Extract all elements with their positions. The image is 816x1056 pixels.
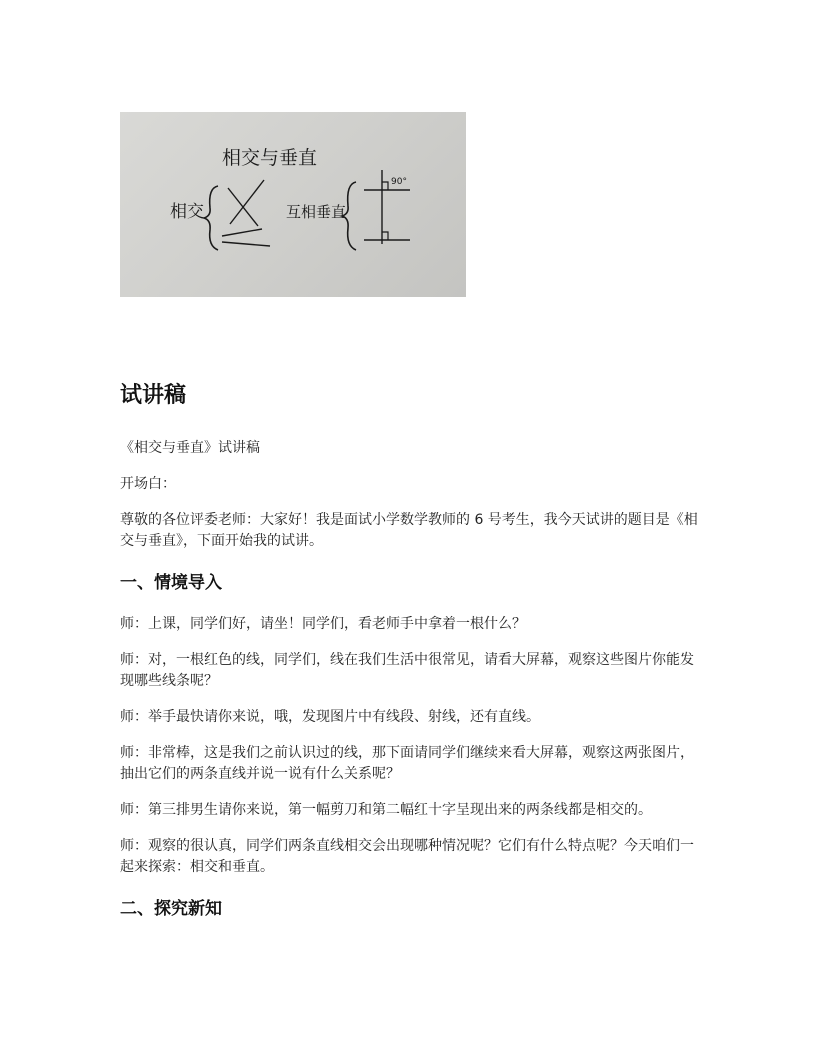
opening-paragraph: 尊敬的各位评委老师：大家好！我是面试小学数学教师的 6 号考生，我今天试讲的题目是《相交与垂直》，下面开始我的试讲。: [120, 512, 698, 549]
photo-left-label: 相交: [170, 202, 204, 222]
photo-right-label: 互相垂直: [286, 203, 347, 221]
whiteboard-photo: [120, 112, 466, 297]
paragraph: 师：第三排男生请你来说，第一幅剪刀和第二幅红十字呈现出来的两条线都是相交的。: [120, 802, 652, 818]
handwritten-diagram: [120, 112, 466, 297]
opening-label: 开场白：: [120, 476, 176, 492]
intersect-line-c: [222, 242, 270, 246]
intersect-line-b: [230, 180, 264, 224]
right-angle-mark-bottom: [382, 232, 388, 240]
document-body: [120, 378, 700, 940]
page-title: 试讲稿: [120, 383, 187, 408]
paragraph: 师：对，一根红色的线，同学们，线在我们生活中很常见，请看大屏幕，观察这些图片你能发现哪些线条呢？: [120, 652, 694, 689]
right-angle-mark-top: [382, 182, 388, 190]
section-title-intro: 一、情境导入: [120, 573, 222, 593]
right-brace: [342, 182, 356, 250]
paragraph: 师：观察的很认真，同学们两条直线相交会出现哪种情况呢？它们有什么特点呢？今天咱们一起来探索：相交和垂直。: [120, 838, 694, 875]
paragraph: 师：上课，同学们好，请坐！同学们，看老师手中拿着一根什么？: [120, 616, 526, 632]
photo-angle-mark: 90°: [391, 177, 407, 187]
paragraph: 师：非常棒，这是我们之前认识过的线，那下面请同学们继续来看大屏幕，观察这两张图片，抽出它们的两条直线并说一说有什么关系呢？: [120, 745, 694, 782]
left-brace: [204, 186, 218, 250]
document-subtitle: 《相交与垂直》试讲稿: [120, 440, 260, 456]
section-title-explore: 二、探究新知: [120, 899, 222, 919]
photo-title: 相交与垂直: [222, 147, 318, 169]
intersect-line-d: [222, 229, 262, 236]
paragraph: 师：举手最快请你来说，哦，发现图片中有线段、射线，还有直线。: [120, 709, 540, 725]
